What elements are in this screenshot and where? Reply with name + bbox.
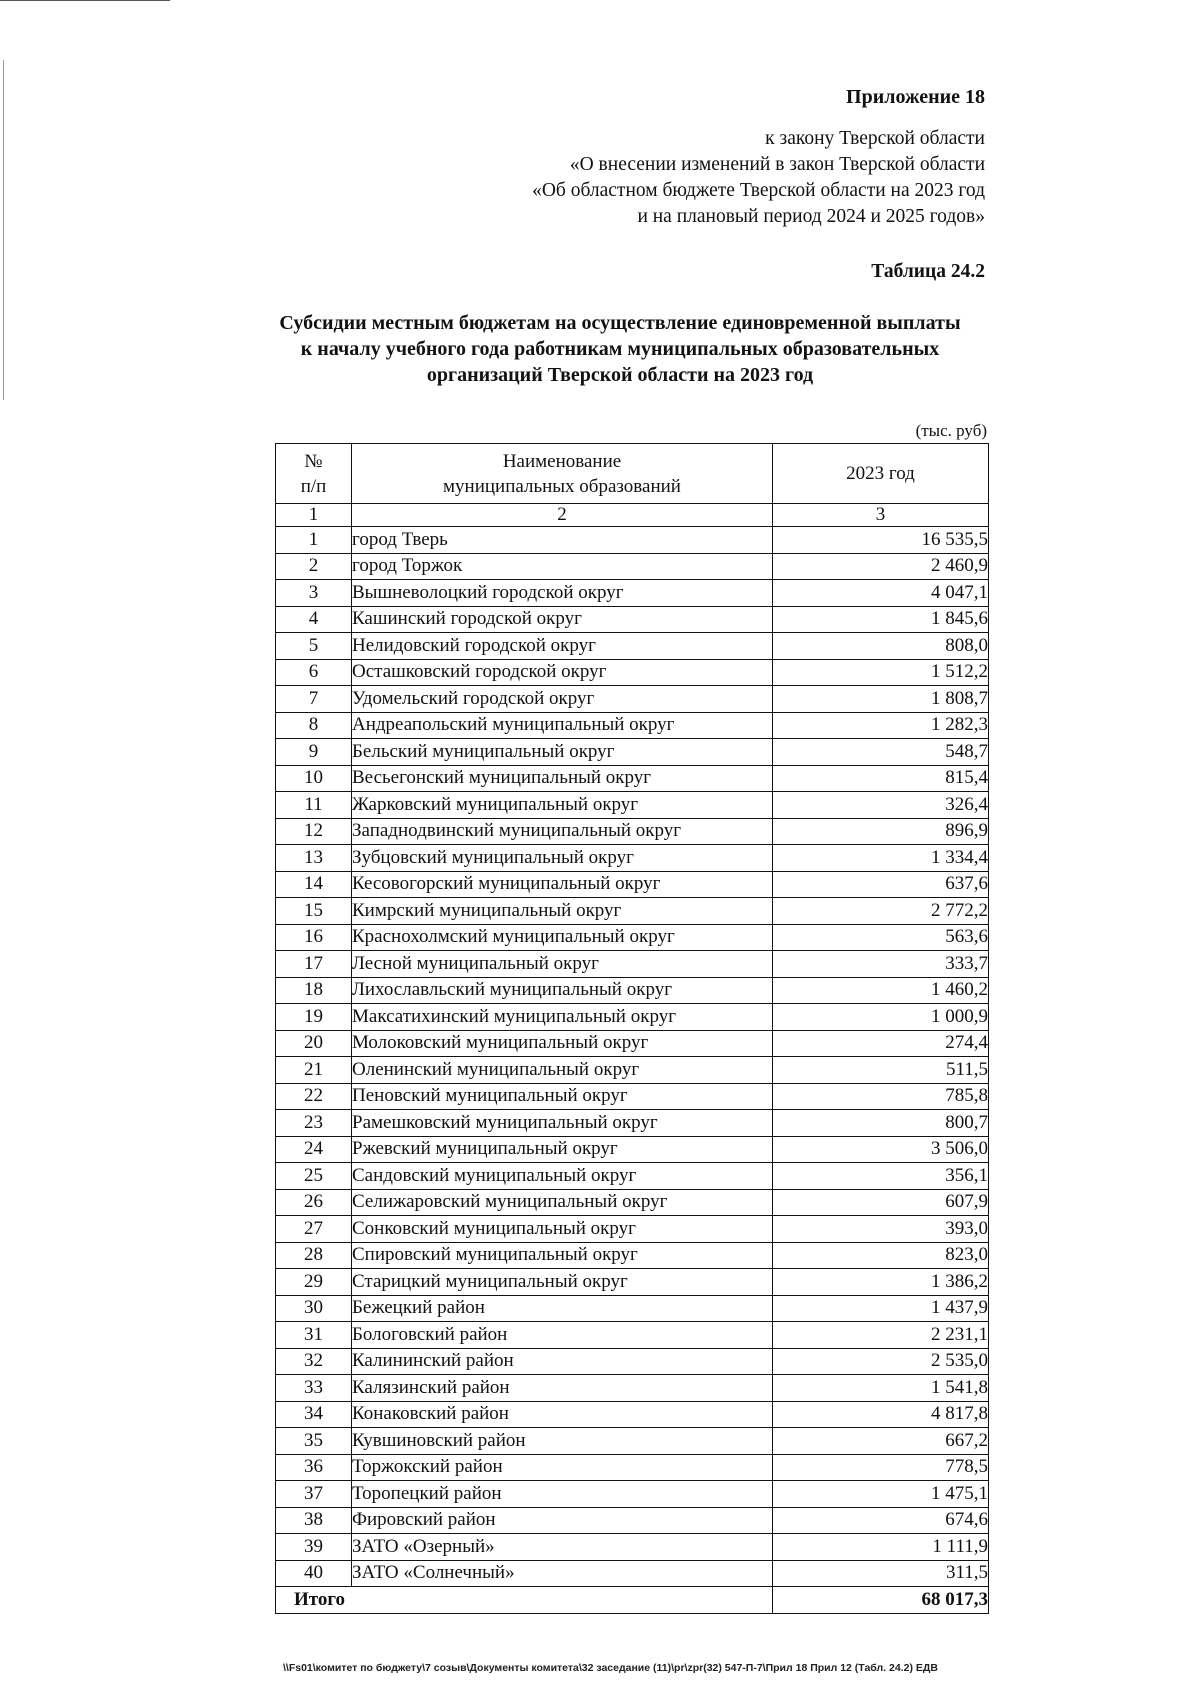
row-municipality: Нелидовский городской округ (352, 633, 773, 660)
total-value: 68 017,3 (773, 1587, 989, 1614)
row-number: 37 (276, 1481, 352, 1508)
row-municipality: Жарковский муниципальный округ (352, 792, 773, 819)
table-row (276, 898, 989, 925)
row-number: 18 (276, 977, 352, 1004)
row-number: 5 (276, 633, 352, 660)
row-number: 1 (276, 527, 352, 554)
table-row (276, 845, 989, 872)
table-row (276, 1560, 989, 1587)
law-line: «Об областном бюджете Тверской области на 2023 год (532, 180, 985, 201)
table-row (276, 1216, 989, 1243)
row-municipality: Вышневолоцкий городской округ (352, 580, 773, 607)
scan-artifact (0, 0, 170, 1)
row-municipality: Кашинский городской округ (352, 606, 773, 633)
table-row (276, 553, 989, 580)
row-value: 356,1 (773, 1163, 989, 1190)
annex-number: Приложение 18 (846, 86, 985, 108)
law-line: и на плановый период 2024 и 2025 годов» (637, 206, 985, 227)
row-number: 9 (276, 739, 352, 766)
row-municipality: Бологовский район (352, 1322, 773, 1349)
row-number: 39 (276, 1534, 352, 1561)
row-municipality: Молоковский муниципальный округ (352, 1030, 773, 1057)
row-number: 6 (276, 659, 352, 686)
row-value: 393,0 (773, 1216, 989, 1243)
row-value: 808,0 (773, 633, 989, 660)
row-municipality: Андреапольский муниципальный округ (352, 712, 773, 739)
table-row (276, 686, 989, 713)
table-row (276, 818, 989, 845)
row-municipality: Краснохолмский муниципальный округ (352, 924, 773, 951)
table-row (276, 951, 989, 978)
table-row (276, 765, 989, 792)
row-number: 35 (276, 1428, 352, 1455)
header-name-line: Наименование (502, 450, 622, 472)
table-row (276, 1189, 989, 1216)
row-number: 23 (276, 1110, 352, 1137)
row-value: 1 541,8 (773, 1375, 989, 1402)
table-row (276, 1136, 989, 1163)
row-number: 2 (276, 553, 352, 580)
row-number: 10 (276, 765, 352, 792)
row-value: 563,6 (773, 924, 989, 951)
row-value: 2 535,0 (773, 1348, 989, 1375)
row-value: 1 386,2 (773, 1269, 989, 1296)
row-municipality: Ржевский муниципальный округ (352, 1136, 773, 1163)
table-row (276, 871, 989, 898)
law-reference (532, 126, 985, 230)
row-number: 28 (276, 1242, 352, 1269)
row-number: 19 (276, 1004, 352, 1031)
file-path-footer: \\Fs01\комитет по бюджету\7 созыв\Документы комитета\32 заседание (11)\pr\zpr(32) 547-П-7\Прил 18 Прил 12 (Табл. 24.2) ЕДВ (283, 1662, 938, 1674)
row-value: 1 475,1 (773, 1481, 989, 1508)
header-year: 2023 год (773, 444, 989, 504)
header-number-line: п/п (300, 475, 327, 497)
row-value: 800,7 (773, 1110, 989, 1137)
row-municipality: Калининский район (352, 1348, 773, 1375)
row-value: 637,6 (773, 871, 989, 898)
column-number: 1 (276, 504, 352, 527)
table-row (276, 1322, 989, 1349)
row-value: 311,5 (773, 1560, 989, 1587)
row-number: 40 (276, 1560, 352, 1587)
row-value: 1 460,2 (773, 977, 989, 1004)
table-row (276, 1083, 989, 1110)
row-number: 29 (276, 1269, 352, 1296)
table-row (276, 1375, 989, 1402)
row-value: 823,0 (773, 1242, 989, 1269)
row-number: 26 (276, 1189, 352, 1216)
row-municipality: Спировский муниципальный округ (352, 1242, 773, 1269)
table-row (276, 792, 989, 819)
row-number: 32 (276, 1348, 352, 1375)
column-number: 3 (773, 504, 989, 527)
row-number: 34 (276, 1401, 352, 1428)
total-row (276, 1587, 989, 1614)
row-value: 511,5 (773, 1057, 989, 1084)
table-row (276, 1507, 989, 1534)
row-number: 7 (276, 686, 352, 713)
table-row (276, 1401, 989, 1428)
law-line: к закону Тверской области (765, 128, 985, 149)
title-line: организаций Тверской области на 2023 год (426, 364, 814, 386)
row-value: 1 111,9 (773, 1534, 989, 1561)
row-number: 15 (276, 898, 352, 925)
row-value: 4 047,1 (773, 580, 989, 607)
row-municipality: город Тверь (352, 527, 773, 554)
table-row (276, 527, 989, 554)
row-municipality: Торжокский район (352, 1454, 773, 1481)
row-municipality: Лихославльский муниципальный округ (352, 977, 773, 1004)
row-value: 4 817,8 (773, 1401, 989, 1428)
row-value: 3 506,0 (773, 1136, 989, 1163)
row-value: 667,2 (773, 1428, 989, 1455)
row-value: 674,6 (773, 1507, 989, 1534)
table-row (276, 606, 989, 633)
row-number: 25 (276, 1163, 352, 1190)
table-row (276, 1004, 989, 1031)
table-row (276, 1348, 989, 1375)
row-municipality: Селижаровский муниципальный округ (352, 1189, 773, 1216)
table-row (276, 1057, 989, 1084)
scan-artifact (3, 60, 4, 400)
table-row (276, 1428, 989, 1455)
table-row (276, 1242, 989, 1269)
row-number: 4 (276, 606, 352, 633)
row-value: 16 535,5 (773, 527, 989, 554)
table-row (276, 659, 989, 686)
row-municipality: Калязинский район (352, 1375, 773, 1402)
row-municipality: Лесной муниципальный округ (352, 951, 773, 978)
row-number: 17 (276, 951, 352, 978)
row-municipality: Старицкий муниципальный округ (352, 1269, 773, 1296)
table-header-row (276, 444, 989, 504)
table-row (276, 1534, 989, 1561)
header-number (276, 444, 352, 504)
row-municipality: Весьегонский муниципальный округ (352, 765, 773, 792)
row-value: 326,4 (773, 792, 989, 819)
row-value: 1 808,7 (773, 686, 989, 713)
row-municipality: Кувшиновский район (352, 1428, 773, 1455)
row-number: 12 (276, 818, 352, 845)
row-number: 24 (276, 1136, 352, 1163)
table-row (276, 1295, 989, 1322)
row-municipality: Кесовогорский муниципальный округ (352, 871, 773, 898)
row-number: 20 (276, 1030, 352, 1057)
table-row (276, 1030, 989, 1057)
row-number: 31 (276, 1322, 352, 1349)
row-number: 14 (276, 871, 352, 898)
row-value: 1 334,4 (773, 845, 989, 872)
table-row (276, 580, 989, 607)
row-municipality: Зубцовский муниципальный округ (352, 845, 773, 872)
row-value: 1 512,2 (773, 659, 989, 686)
column-number-row (276, 504, 989, 527)
row-number: 11 (276, 792, 352, 819)
row-value: 274,4 (773, 1030, 989, 1057)
row-number: 27 (276, 1216, 352, 1243)
table-row (276, 1269, 989, 1296)
row-municipality: Удомельский городской округ (352, 686, 773, 713)
table-row (276, 1110, 989, 1137)
row-municipality: Торопецкий район (352, 1481, 773, 1508)
table-row (276, 924, 989, 951)
row-municipality: Рамешковский муниципальный округ (352, 1110, 773, 1137)
row-value: 2 772,2 (773, 898, 989, 925)
table-row (276, 739, 989, 766)
row-number: 8 (276, 712, 352, 739)
row-number: 22 (276, 1083, 352, 1110)
row-value: 1 437,9 (773, 1295, 989, 1322)
title-line: Субсидии местным бюджетам на осуществление единовременной выплаты (279, 312, 961, 334)
table-row (276, 1481, 989, 1508)
unit-label: (тыс. руб) (915, 421, 987, 440)
table-row (276, 712, 989, 739)
column-number: 2 (352, 504, 773, 527)
row-value: 1 000,9 (773, 1004, 989, 1031)
table-number: Таблица 24.2 (871, 261, 985, 282)
row-value: 778,5 (773, 1454, 989, 1481)
row-municipality: Бельский муниципальный округ (352, 739, 773, 766)
table-row (276, 1454, 989, 1481)
row-number: 30 (276, 1295, 352, 1322)
row-municipality: ЗАТО «Солнечный» (352, 1560, 773, 1587)
row-number: 36 (276, 1454, 352, 1481)
row-value: 785,8 (773, 1083, 989, 1110)
row-municipality: Кимрский муниципальный округ (352, 898, 773, 925)
header-number-line: № (304, 450, 323, 472)
law-line: «О внесении изменений в закон Тверской области (569, 154, 985, 175)
total-label: Итого (276, 1587, 773, 1614)
row-municipality: Фировский район (352, 1507, 773, 1534)
row-municipality: Сандовский муниципальный округ (352, 1163, 773, 1190)
row-municipality: Осташковский городской округ (352, 659, 773, 686)
header-name (352, 444, 773, 504)
row-municipality: Пеновский муниципальный округ (352, 1083, 773, 1110)
row-value: 2 460,9 (773, 553, 989, 580)
table-row (276, 1163, 989, 1190)
header-name-line: муниципальных образований (443, 475, 681, 497)
row-municipality: ЗАТО «Озерный» (352, 1534, 773, 1561)
document-title (255, 310, 985, 388)
row-number: 21 (276, 1057, 352, 1084)
row-value: 2 231,1 (773, 1322, 989, 1349)
row-number: 16 (276, 924, 352, 951)
row-value: 607,9 (773, 1189, 989, 1216)
row-municipality: Оленинский муниципальный округ (352, 1057, 773, 1084)
row-number: 38 (276, 1507, 352, 1534)
table-row (276, 633, 989, 660)
title-line: к началу учебного года работникам муниципальных образовательных (300, 338, 940, 360)
row-municipality: город Торжок (352, 553, 773, 580)
row-municipality: Конаковский район (352, 1401, 773, 1428)
row-value: 896,9 (773, 818, 989, 845)
row-municipality: Западнодвинский муниципальный округ (352, 818, 773, 845)
row-municipality: Бежецкий район (352, 1295, 773, 1322)
row-municipality: Максатихинский муниципальный округ (352, 1004, 773, 1031)
row-number: 33 (276, 1375, 352, 1402)
row-value: 548,7 (773, 739, 989, 766)
subsidy-table (275, 443, 989, 1614)
row-municipality: Сонковский муниципальный округ (352, 1216, 773, 1243)
row-number: 3 (276, 580, 352, 607)
row-value: 1 282,3 (773, 712, 989, 739)
row-number: 13 (276, 845, 352, 872)
table-row (276, 977, 989, 1004)
row-value: 815,4 (773, 765, 989, 792)
row-value: 1 845,6 (773, 606, 989, 633)
row-value: 333,7 (773, 951, 989, 978)
